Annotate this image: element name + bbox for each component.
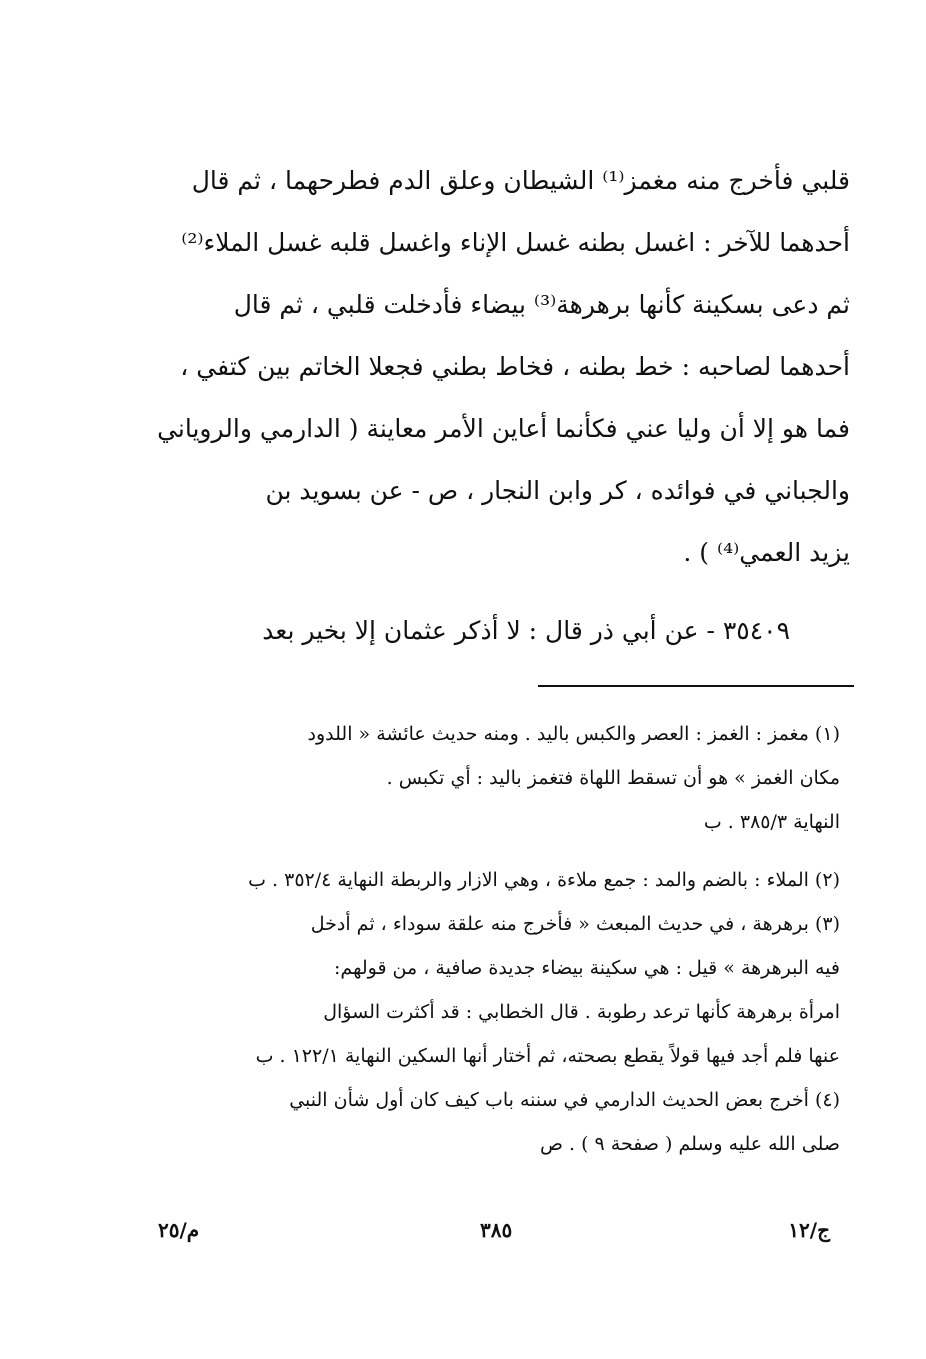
main-text-line: ثم دعى بسكينة كأنها برهرهة⁽³⁾ بيضاء فأدخلت قلبي ، ثم قال — [233, 290, 850, 319]
footnote-line: امرأة برهرهة كأنها ترعد رطوبة . قال الخطابي : قد أكثرت السؤال — [323, 1001, 840, 1023]
footnote-line: (١) مغمز : الغمز : العصر والكبس باليد . ومنه حديث عائشة « اللدود — [307, 723, 840, 745]
footnote-line: عنها فلم أجد فيها قولاً يقطع بصحته، ثم أختار أنها السكين النهاية ١٢٢/١ . ب — [255, 1045, 840, 1067]
footnote-1 — [140, 712, 840, 844]
main-text-line: يزيد العمي⁽⁴⁾ ) . — [683, 538, 850, 567]
footnote-line: (٤) أخرج بعض الحديث الدارمي في سننه باب كيف كان أول شأن النبي — [289, 1089, 840, 1111]
main-text — [150, 150, 850, 584]
main-text-line: أحدهما للآخر : اغسل بطنه غسل الإناء واغسل قلبه غسل الملاء⁽²⁾ — [181, 228, 850, 257]
page-footer — [150, 1210, 840, 1250]
footnote-line: فيه البرهرهة » قيل : هي سكينة بيضاء جديدة صافية ، من قولهم: — [334, 957, 840, 979]
footnote-separator — [538, 685, 854, 687]
page-number: ٣٨٥ — [480, 1218, 513, 1242]
footnote-line: (٢) الملاء : بالضم والمد : جمع ملاءة ، وهي الازار والربطة النهاية ٣٥٢/٤ . ب — [248, 869, 840, 891]
signature-mark: م/٢٥ — [158, 1218, 200, 1242]
volume-number: ج/١٢ — [788, 1218, 830, 1242]
main-text-line: فما هو إلا أن وليا عني فكأنما أعاين الأمر معاينة ( الدارمي والروياني — [157, 414, 850, 443]
main-text-line: قلبي فأخرج منه مغمز⁽¹⁾ الشيطان وعلق الدم فطرحهما ، ثم قال — [191, 166, 850, 195]
footnote-line: مكان الغمز » هو أن تسقط اللهاة فتغمز باليد : أي تكبس . — [386, 767, 840, 789]
footnote-3 — [140, 902, 840, 1078]
footnote-line: صلى الله عليه وسلم ( صفحة ٩ ) . ص — [540, 1133, 840, 1155]
footnote-2 — [140, 858, 840, 902]
footnote-line: النهاية ٣٨٥/٣ . ب — [703, 811, 840, 833]
main-text-line: والجباني في فوائده ، كر وابن النجار ، ص - عن بسويد بن — [265, 476, 850, 505]
hadith-35409-start: ٣٥٤٠٩ - عن أبي ذر قال : لا أذكر عثمان إلا بخير بعد — [262, 616, 790, 645]
footnote-4 — [140, 1078, 840, 1166]
footnotes — [140, 712, 840, 1166]
main-text-line: أحدهما لصاحبه : خط بطنه ، فخاط بطني فجعلا الخاتم بين كتفي ، — [180, 352, 850, 381]
footnote-line: (٣) برهرهة ، في حديث المبعث « فأخرج منه علقة سوداء ، ثم أدخل — [310, 913, 840, 935]
